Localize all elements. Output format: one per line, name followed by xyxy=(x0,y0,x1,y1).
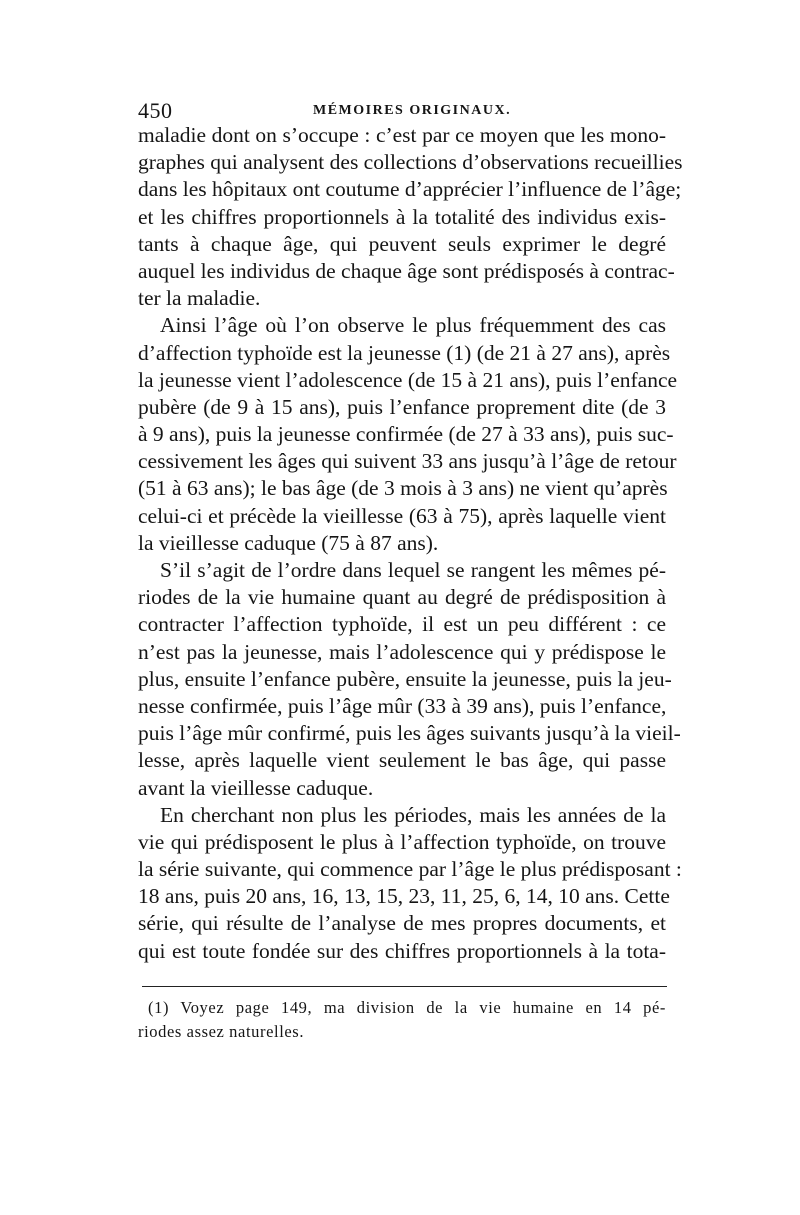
footnote-line: riodes assez naturelles. xyxy=(138,1022,305,1041)
text-line: auquel les individus de chaque âge sont prédisposés à contrac- xyxy=(138,258,675,283)
text-line: ter la maladie. xyxy=(138,286,261,311)
text-line: à 9 ans), puis la jeunesse confirmée (de 27 à 33 ans), puis suc- xyxy=(138,422,674,447)
text-line: qui est toute fondée sur des chiffres proportionnels à la tota- xyxy=(138,938,666,963)
text-line: Ainsi l’âge où l’on observe le plus fréquemment des cas xyxy=(160,313,666,338)
text-line: cessivement les âges qui suivent 33 ans jusqu’à l’âge de retour xyxy=(138,449,677,474)
text-line: la vieillesse caduque (75 à 87 ans). xyxy=(138,530,439,555)
text-line: S’il s’agit de l’ordre dans lequel se rangent les mêmes pé- xyxy=(160,558,666,582)
body-text xyxy=(138,122,683,965)
text-line: contracter l’affection typhoïde, il est un peu différent : ce xyxy=(138,612,666,637)
text-line: avant la vieillesse caduque. xyxy=(138,775,374,800)
text-line: vie qui prédisposent le plus à l’affection typhoïde, on trouve xyxy=(138,829,666,854)
text-line: pubère (de 9 à 15 ans), puis l’enfance proprement dite (de 3 xyxy=(138,394,666,419)
text-line: 18 ans, puis 20 ans, 16, 13, 15, 23, 11, 25, 6, 14, 10 ans. Cette xyxy=(138,884,670,909)
text-line: d’affection typhoïde est la jeunesse (1) (de 21 à 27 ans), après xyxy=(138,340,671,365)
text-line: et les chiffres proportionnels à la totalité des individus exis- xyxy=(138,204,666,229)
text-line: riodes de la vie humaine quant au degré de prédisposition à xyxy=(138,585,666,610)
page-number: 450 xyxy=(138,98,173,123)
text-line: (51 à 63 ans); le bas âge (de 3 mois à 3 ans) ne vient qu’après xyxy=(138,476,668,501)
text-line: dans les hôpitaux ont coutume d’apprécier l’influence de l’âge; xyxy=(138,177,682,202)
running-head: MÉMOIRES ORIGINAUX. xyxy=(313,103,512,118)
text-line: puis l’âge mûr confirmé, puis les âges suivants jusqu’à la vieil- xyxy=(138,721,681,746)
footnote-line: (1) Voyez page 149, ma division de la vie humaine en 14 pé- xyxy=(148,998,666,1017)
footnote xyxy=(138,996,666,1044)
text-line: n’est pas la jeunesse, mais l’adolescence qui y prédispose le xyxy=(138,639,666,664)
text-line: maladie dont on s’occupe : c’est par ce moyen que les mono- xyxy=(138,123,666,147)
text-line: tants à chaque âge, qui peuvent seuls exprimer le degré xyxy=(138,231,666,256)
footnote-divider xyxy=(142,986,667,987)
text-line: lesse, après laquelle vient seulement le bas âge, qui passe xyxy=(138,748,666,773)
text-line: En cherchant non plus les périodes, mais les années de la xyxy=(160,802,666,827)
text-line: la série suivante, qui commence par l’âge le plus prédisposant : xyxy=(138,857,682,882)
text-line: la jeunesse vient l’adolescence (de 15 à 21 ans), puis l’enfance xyxy=(138,367,678,392)
text-line: série, qui résulte de l’analyse de mes propres documents, et xyxy=(138,911,666,936)
text-line: nesse confirmée, puis l’âge mûr (33 à 39 ans), puis l’enfance, xyxy=(138,693,667,718)
text-line: celui-ci et précède la vieillesse (63 à 75), après laquelle vient xyxy=(138,503,666,528)
text-line: graphes qui analysent des collections d’observations recueillies xyxy=(138,150,683,175)
text-line: plus, ensuite l’enfance pubère, ensuite la jeunesse, puis la jeu- xyxy=(138,666,672,691)
